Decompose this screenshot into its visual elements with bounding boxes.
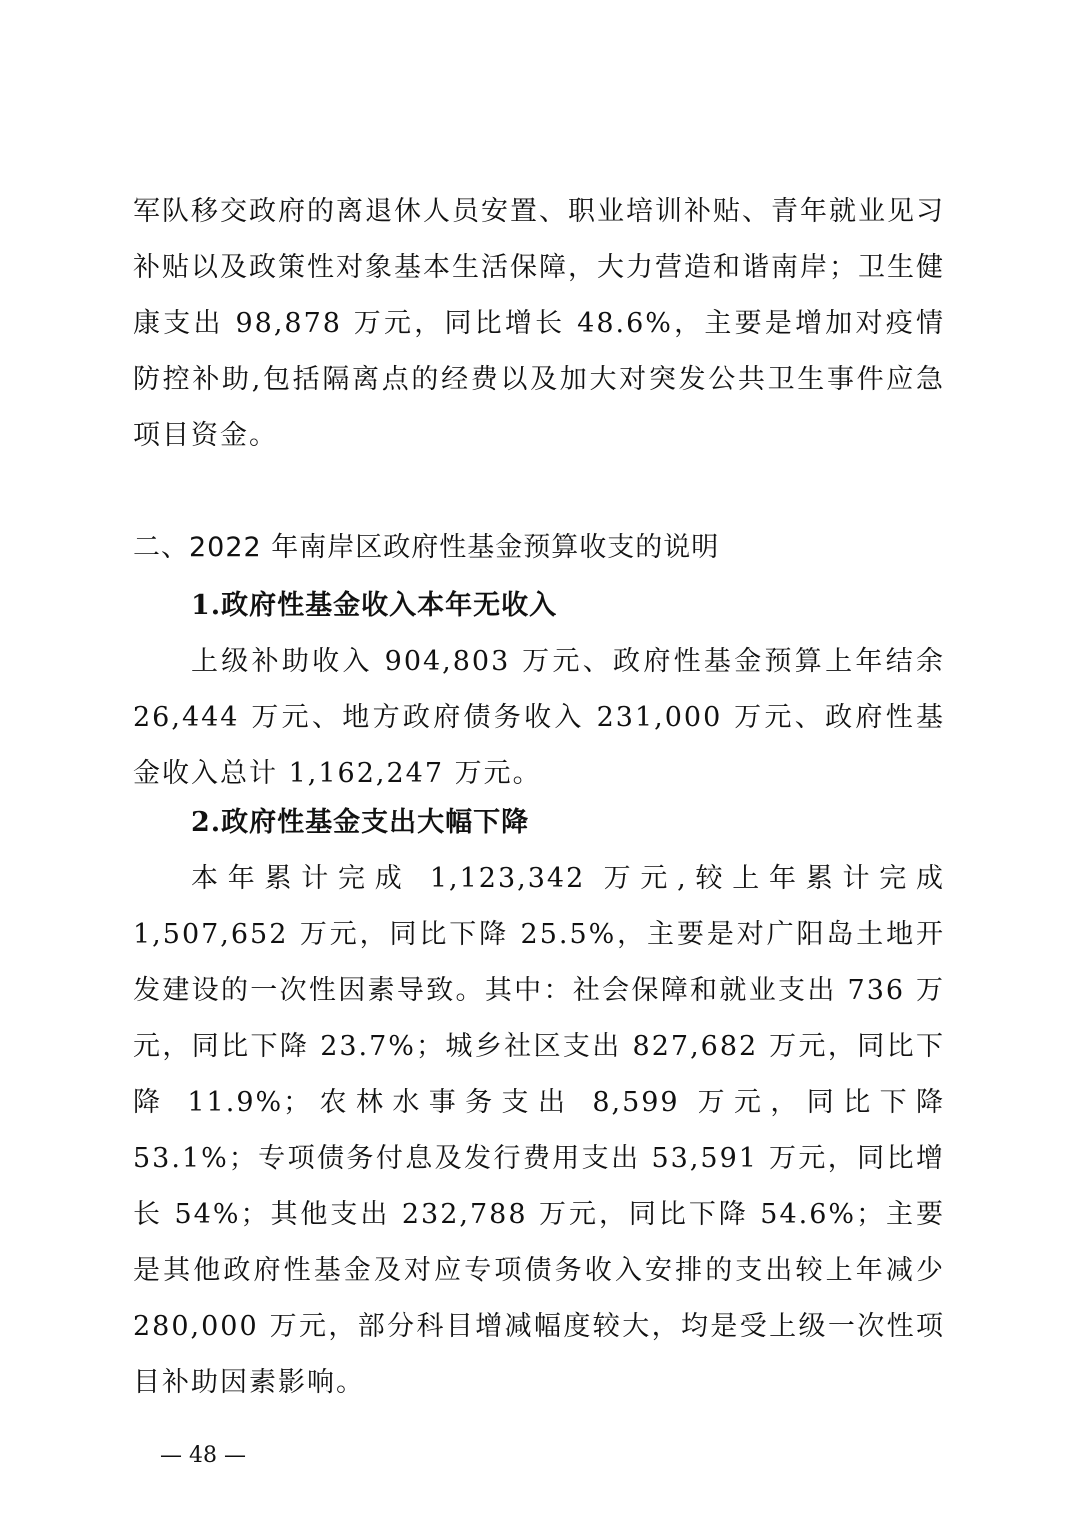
- intro-continuation-paragraph: 军队移交政府的离退休人员安置、职业培训补贴、青年就业见习补贴以及政策性对象基本生活保障，大力营造和谐南岸；卫生健康支出 98,878 万元，同比增长 48.6%，主要是增加对疫情防控补助,包括隔离点的经费以及加大对突发公共卫生事件应急项目资金。: [133, 196, 945, 451]
- subsection-1-heading: 1.政府性基金收入本年无收入: [191, 590, 558, 621]
- page-number: — 48 —: [160, 1443, 246, 1468]
- subsection-2-heading: 2.政府性基金支出大幅下降: [191, 807, 530, 838]
- subsection-2-body: 本年累计完成 1,123,342 万元,较上年累计完成 1,507,652 万元，同比下降 25.5%，主要是对广阳岛土地开发建设的一次性因素导致。其中：社会保障和就业支出 736 万元，同比下降 23.7%；城乡社区支出 827,682 万元，同比下降 11.9%；农林水事务支出 8,599 万元，同比下降 53.1%；专项债务付息及发行费用支出 53,591 万元，同比增长 54%；其他支出 232,788 万元，同比下降 54.6%；主要是其他政府性基金及对应专项债务收入安排的支出较上年减少 280,000 万元，部分科目增减幅度较大，均是受上级一次性项目补助因素影响。: [133, 863, 945, 1398]
- subsection-1-body: 上级补助收入 904,803 万元、政府性基金预算上年结余 26,444 万元、地方政府债务收入 231,000 万元、政府性基金收入总计 1,162,247 万元。: [133, 646, 945, 789]
- section-heading: 二、2022 年南岸区政府性基金预算收支的说明: [133, 532, 720, 563]
